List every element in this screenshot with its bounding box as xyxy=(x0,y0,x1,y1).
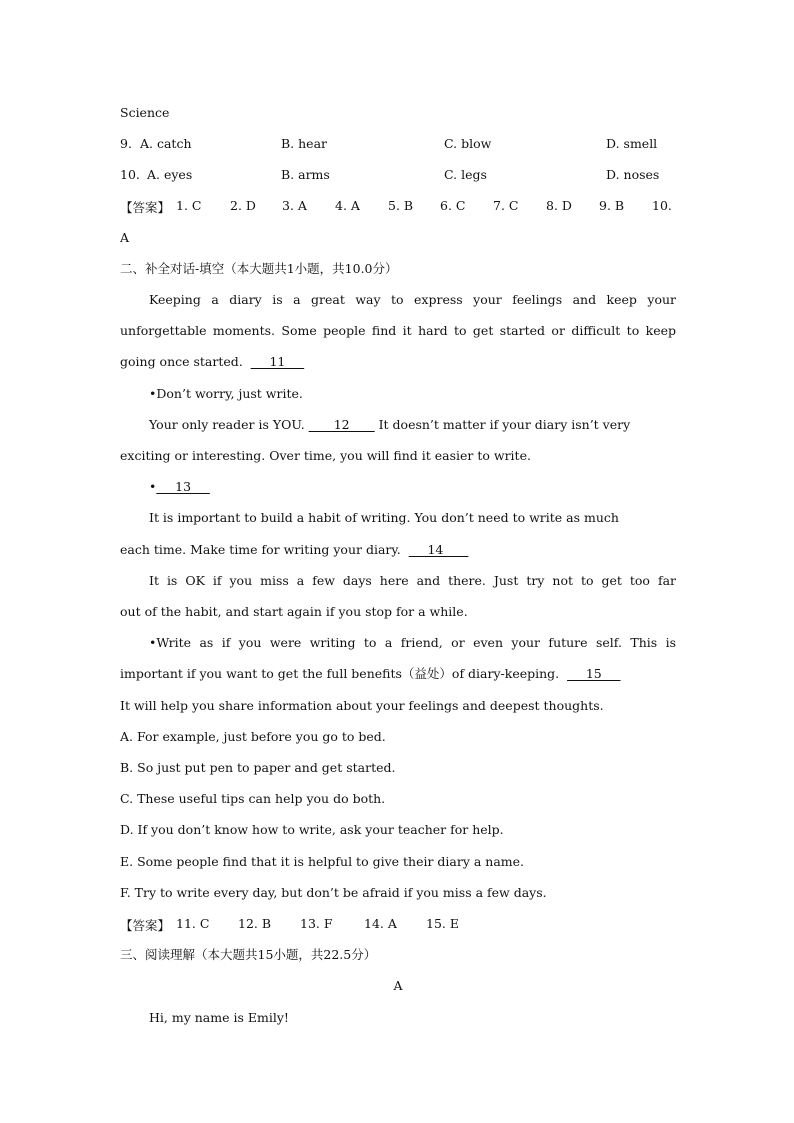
answer-item: 6. C xyxy=(440,198,466,213)
bullet-heading: •Don’t worry, just write. xyxy=(149,386,303,401)
bullet: • xyxy=(149,479,157,494)
paragraph-line xyxy=(149,417,630,433)
answer-item: 14. A xyxy=(364,916,397,931)
blank-11: ___11___ xyxy=(250,354,305,369)
option-c: C. blow xyxy=(444,136,492,151)
blank-12: ____12____ xyxy=(308,417,375,432)
answer-item: 7. C xyxy=(493,198,519,213)
option-b: B. hear xyxy=(281,136,328,151)
text: each time. Make time for writing your diary. xyxy=(120,542,401,557)
answer-label: 【答案】 xyxy=(120,200,171,215)
paragraph-line: •Write as if you were writing to a friend, or even your future self. This is xyxy=(149,635,676,650)
option-d: D. smell xyxy=(606,136,658,151)
text: It doesn’t matter if your diary isn’t very xyxy=(378,417,631,432)
blank-15: ___15___ xyxy=(567,666,621,681)
answer-label: 【答案】 xyxy=(120,918,171,933)
blank-13: ___13___ xyxy=(156,479,210,494)
paragraph-line: Hi, my name is Emily! xyxy=(149,1010,289,1025)
answer-item: 3. A xyxy=(282,198,307,213)
option-item: D. If you don’t know how to write, ask your teacher for help. xyxy=(120,822,504,837)
paragraph-line: unforgettable moments. Some people find it hard to get started or difficult to keep xyxy=(120,323,676,338)
paragraph-line: It is OK if you miss a few days here and there. Just try not to get too far xyxy=(149,573,676,588)
section-heading: 三、阅读理解（本大题共15小题，共22.5分） xyxy=(120,947,377,962)
paragraph-line: It is important to build a habit of writing. You don’t need to write as much xyxy=(149,510,619,525)
answer-item: 9. B xyxy=(599,198,625,213)
option-d: D. noses xyxy=(606,167,660,182)
paragraph-line: It will help you share information about your feelings and deepest thoughts. xyxy=(120,698,604,713)
answer-item: 15. E xyxy=(426,916,459,931)
text: going once started. xyxy=(120,354,243,369)
answer-item: 5. B xyxy=(388,198,414,213)
bullet-heading xyxy=(149,479,210,495)
paragraph-line xyxy=(120,666,621,682)
answer-item: 10. xyxy=(652,198,672,213)
question-number: 9. xyxy=(120,136,132,151)
answer-item: 4. A xyxy=(335,198,360,213)
answer-item: 11. C xyxy=(176,916,210,931)
section-label: Science xyxy=(120,105,170,120)
option-a: A. eyes xyxy=(147,167,193,182)
option-a: A. catch xyxy=(140,136,192,151)
text: Your only reader is YOU. xyxy=(149,417,305,432)
option-item: B. So just put pen to paper and get started. xyxy=(120,760,396,775)
question-number: 10. xyxy=(120,167,140,182)
paragraph-line xyxy=(120,354,304,370)
text: important if you want to get the full benefits（益处）of diary-keeping. xyxy=(120,666,560,681)
paragraph-line xyxy=(120,542,468,558)
answer-item: 1. C xyxy=(176,198,202,213)
option-c: C. legs xyxy=(444,167,487,182)
answer-item: 2. D xyxy=(230,198,256,213)
answer-item: A xyxy=(120,230,130,245)
option-b: B. arms xyxy=(281,167,330,182)
section-heading: 二、补全对话-填空（本大题共1小题，共10.0分） xyxy=(120,261,398,276)
answer-item: 13. F xyxy=(300,916,333,931)
blank-14: ___14____ xyxy=(408,542,469,557)
option-item: F. Try to write every day, but don’t be afraid if you miss a few days. xyxy=(120,885,547,900)
option-item: A. For example, just before you go to bed. xyxy=(120,729,386,744)
paragraph-line: Keeping a diary is a great way to express your feelings and keep your xyxy=(149,292,676,307)
paragraph-line: exciting or interesting. Over time, you will find it easier to write. xyxy=(120,448,531,463)
option-item: E. Some people find that it is helpful to give their diary a name. xyxy=(120,854,525,869)
paragraph-line: out of the habit, and start again if you stop for a while. xyxy=(120,604,468,619)
answer-item: 12. B xyxy=(238,916,272,931)
passage-label: A xyxy=(393,978,403,993)
option-item: C. These useful tips can help you do both. xyxy=(120,791,386,806)
answer-item: 8. D xyxy=(546,198,572,213)
